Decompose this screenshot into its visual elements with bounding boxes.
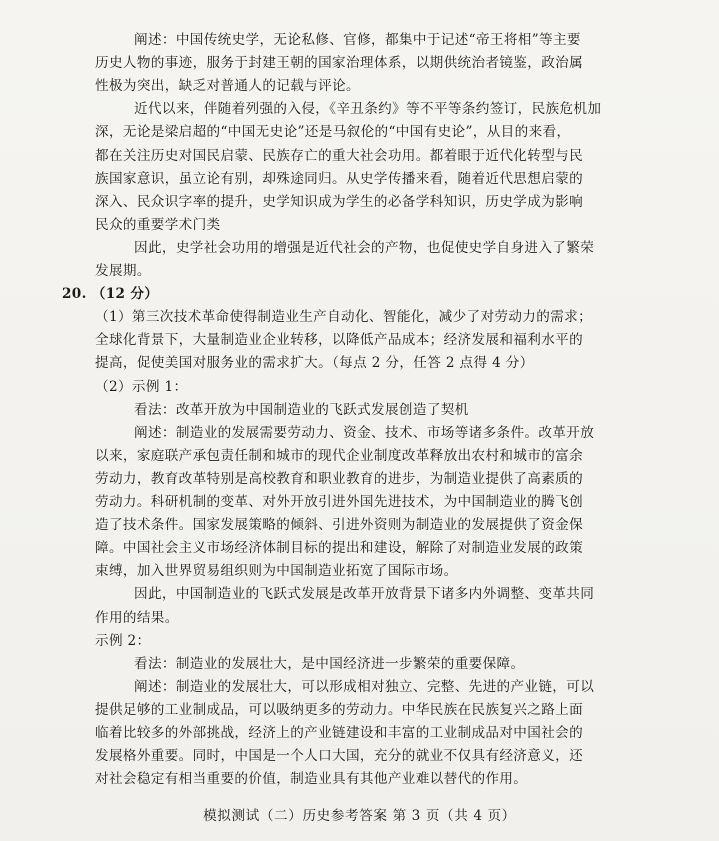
text-line: 都在关注历史对国民启蒙、民族存亡的重大社会功用。都着眼于近代化转型与民 bbox=[95, 147, 584, 164]
text-line: 性极为突出，缺乏对普通人的记载与评论。 bbox=[95, 78, 360, 95]
question-heading: 20. （12 分） bbox=[62, 286, 159, 303]
text-line: 看法：改革开放为中国制造业的飞跃式发展创造了契机 bbox=[134, 401, 469, 418]
text-line: 劳动力，教育改革特别是高校教育和职业教育的进步，为制造业提供了高素质的 bbox=[95, 470, 584, 487]
text-line: 因此，史学社会功用的增强是近代社会的产物，也促使史学自身进入了繁荣 bbox=[134, 239, 595, 256]
text-line: 提供足够的工业制成品，可以吸纳更多的劳动力。中华民族在民族复兴之路上面 bbox=[95, 701, 584, 718]
text-line: 全球化背景下，大量制造业企业转移，以降低产品成本；经济发展和福利水平的 bbox=[95, 332, 584, 349]
text-line: 束缚，加入世界贸易组织则为中国制造业拓宽了国际市场。 bbox=[95, 563, 458, 580]
page-footer: 模拟测试（二）历史参考答案 第 3 页（共 4 页） bbox=[203, 808, 516, 824]
text-line: 劳动力。科研机制的变革、对外开放引进外国先进技术，为中国制造业的腾飞创 bbox=[95, 494, 584, 510]
text-line: （1）第三次技术革命使得制造业生产自动化、智能化，减少了对劳动力的需求； bbox=[95, 309, 593, 326]
text-line: （2）示例 1： bbox=[95, 378, 188, 395]
text-line: 近代以来，伴随着列强的入侵，《辛丑条约》等不平等条约签订，民族危机加 bbox=[134, 101, 602, 118]
text-line: 因此，中国制造业的飞跃式发展是改革开放背景下诸多内外调整、变革共同 bbox=[134, 586, 595, 603]
text-line: 阐述：制造业的发展需要劳动力、资金、技术、市场等诸多条件。改革开放 bbox=[134, 424, 595, 441]
text-line: 作用的结果。 bbox=[95, 609, 179, 626]
text-line: 提高，促使美国对服务业的需求扩大。（每点 2 分，任答 2 点得 4 分） bbox=[95, 355, 534, 372]
text-line: 临着比较多的外部挑战，经济上的产业链建设和丰富的工业制成品对中国社会的 bbox=[95, 725, 584, 741]
text-line: 障。中国社会主义市场经济体制目标的提出和建设，解除了对制造业发展的政策 bbox=[95, 540, 584, 557]
text-line: 民众的重要学术门类 bbox=[95, 216, 221, 233]
text-line: 历史人物的事迹，服务于封建王朝的国家治理体系，以期供统治者镜鉴，政治属 bbox=[95, 55, 584, 72]
text-line: 深，无论是梁启超的“中国无史论”还是马叙伦的“中国有史论”，从目的来看， bbox=[95, 124, 571, 141]
text-line: 造了技术条件。国家发展策略的倾斜、引进外资则为制造业的发展提供了资金保 bbox=[95, 517, 584, 534]
text-line: 阐述：中国传统史学，无论私修、官修，都集中于记述“帝王将相”等主要 bbox=[134, 32, 581, 48]
text-line: 示例 2： bbox=[95, 632, 151, 649]
text-line: 以来，家庭联产承包责任制和城市的现代企业制度改革释放出农村和城市的富余 bbox=[95, 447, 584, 464]
text-line: 发展期。 bbox=[95, 263, 151, 279]
text-line: 发展格外重要。同时，中国是一个人口大国，充分的就业不仅具有经济意义，还 bbox=[95, 748, 584, 765]
text-line: 看法：制造业的发展壮大，是中国经济进一步繁荣的重要保障。 bbox=[134, 655, 525, 672]
text-line: 阐述：制造业的发展壮大，可以形成相对独立、完整、先进的产业链，可以 bbox=[134, 678, 595, 695]
text-line: 族国家意识，虽立论有别，却殊途同归。从史学传播来看，随着近代思想启蒙的 bbox=[95, 170, 584, 187]
text-line: 深入、民众识字率的提升，史学知识成为学生的必备学科知识，历史学成为影响 bbox=[95, 193, 584, 210]
text-line: 对社会稳定有相当重要的价值，制造业具有其他产业难以替代的作用。 bbox=[95, 771, 528, 788]
